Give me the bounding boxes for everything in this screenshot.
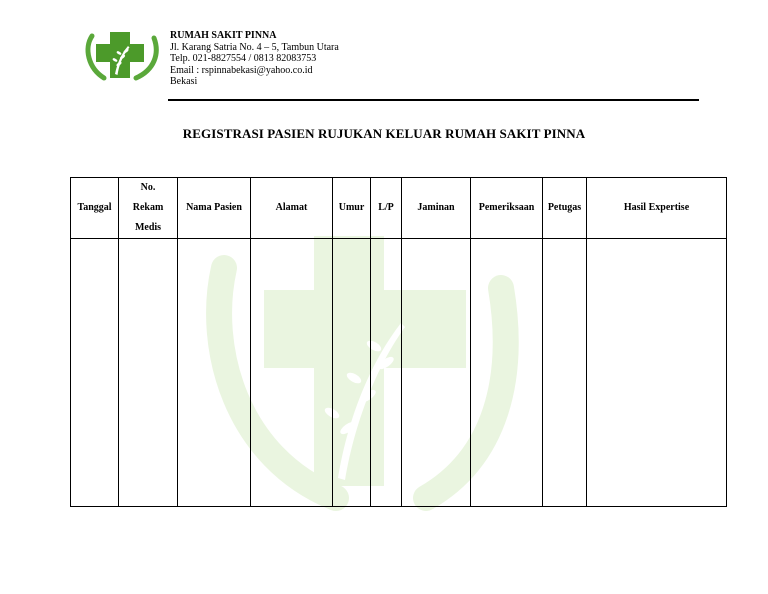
column-header xyxy=(371,178,402,239)
column-header xyxy=(178,178,251,239)
table-cell xyxy=(251,239,333,507)
hospital-email: Email : rspinnabekasi@yahoo.co.id xyxy=(170,64,313,76)
column-header-label: Tanggal xyxy=(77,202,112,213)
hospital-city: Bekasi xyxy=(170,76,198,87)
column-header xyxy=(119,178,178,239)
table-cell xyxy=(402,239,471,507)
column-header-label: No. xyxy=(140,182,156,193)
column-header-label: L/P xyxy=(378,202,394,213)
column-header-label: Pemeriksaan xyxy=(478,202,535,213)
column-header xyxy=(251,178,333,239)
table-cell xyxy=(371,239,402,507)
green-cross-leaf-logo-icon xyxy=(80,26,162,84)
column-header-label: Alamat xyxy=(275,202,308,213)
column-header-label: Hasil Expertise xyxy=(623,202,690,213)
table-cell xyxy=(543,239,587,507)
hospital-phone: Telp. 021-8827554 / 0813 82083753 xyxy=(170,53,317,64)
column-header xyxy=(471,178,543,239)
column-header xyxy=(543,178,587,239)
column-header xyxy=(71,178,119,239)
hospital-name: RUMAH SAKIT PINNA xyxy=(170,30,277,41)
table-cell xyxy=(587,239,727,507)
column-header-label: Umur xyxy=(338,202,365,213)
hospital-info xyxy=(170,30,339,88)
registration-table xyxy=(70,177,727,507)
table-cell xyxy=(119,239,178,507)
column-header xyxy=(587,178,727,239)
column-header-label: Medis xyxy=(134,222,162,233)
column-header-label: Jaminan xyxy=(417,202,455,213)
column-header-label: Rekam xyxy=(132,202,164,213)
column-header xyxy=(402,178,471,239)
table-header-row xyxy=(71,178,727,239)
column-header-label: Nama Pasien xyxy=(186,202,242,213)
document-title: REGISTRASI PASIEN RUJUKAN KELUAR RUMAH SAKIT PINNA xyxy=(182,126,586,141)
table-cell xyxy=(71,239,119,507)
column-header xyxy=(333,178,371,239)
table-cell xyxy=(471,239,543,507)
header-divider xyxy=(168,99,699,101)
column-header-label: Petugas xyxy=(547,202,582,213)
hospital-address: Jl. Karang Satria No. 4 – 5, Tambun Utara xyxy=(170,41,339,53)
table-cell xyxy=(333,239,371,507)
table-cell xyxy=(178,239,251,507)
table-row xyxy=(71,239,727,507)
